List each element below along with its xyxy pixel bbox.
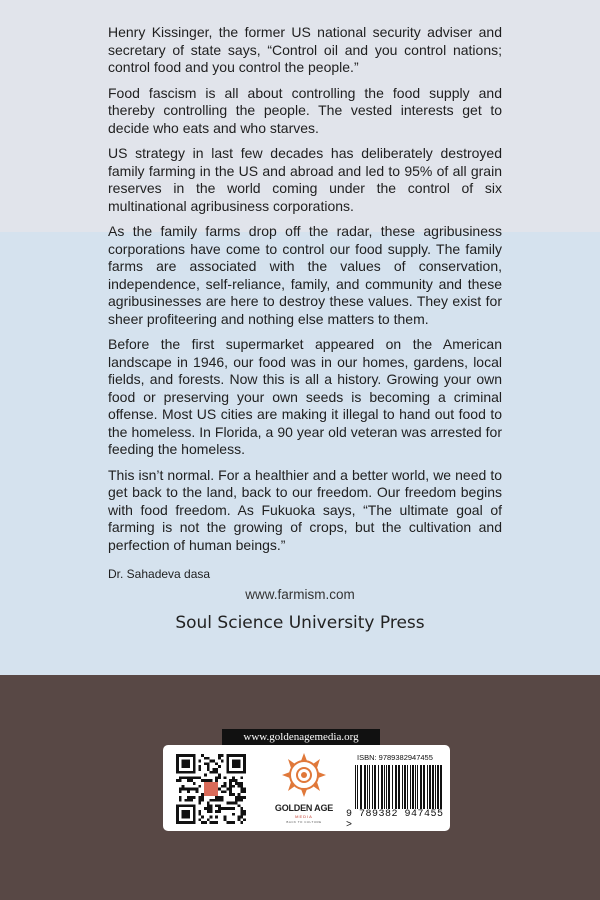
paragraph-us-strategy: US strategy in last few decades has deliberately destroyed family farming in the US and abroad and led to 95% of all grain reserves in the world coming under the control of six multinational agribusiness corporations. bbox=[108, 145, 502, 214]
publisher-name: Soul Science University Press bbox=[175, 613, 425, 633]
barcode-number: 9 789382 947455 > bbox=[346, 809, 444, 831]
author-name: Dr. Sahadeva dasa bbox=[108, 567, 211, 581]
golden-age-lotus-icon bbox=[271, 751, 337, 829]
paragraph-family-farms: As the family farms drop off the radar, these agribusiness corporations have come to control our food supply. The family farms are associated with the values of conservation, independence, self-reliance, family, and community and these agribusinesses are here to destroy these values. They exist for sheer profiteering and nothing else matters to them. bbox=[108, 223, 502, 327]
paragraph-kissinger: Henry Kissinger, the former US national security adviser and secretary of state says, “Control oil and you control nations; control food and you control the people.” bbox=[108, 24, 502, 75]
logo-title: GOLDEN AGE bbox=[274, 803, 334, 813]
goldenage-url-strip[interactable]: www.goldenagemedia.org bbox=[222, 729, 380, 745]
logo-tagline: BACK TO CULTURE bbox=[286, 820, 322, 824]
paragraph-supermarket: Before the first supermarket appeared on the American landscape in 1946, our food was in our homes, gardens, local fields, and forests. Now this is all a history. Growing your own food or preserving your own seeds is becoming a criminal offense. Most US cities are making it illegal to hand out food to the homeless. In Florida, a 90 year old veteran was arrested for feeding the homeless. bbox=[108, 336, 502, 457]
back-cover-text bbox=[108, 24, 502, 584]
barcode-panel bbox=[163, 745, 450, 831]
logo-subtitle: MEDIA bbox=[295, 814, 313, 819]
paragraph-food-fascism: Food fascism is all about controlling the food supply and thereby controlling the people. The vested interests get to decide who eats and who starves. bbox=[108, 84, 502, 136]
paragraph-freedom: This isn’t normal. For a healthier and a better world, we need to get back to the land, back to our freedom. Our freedom begins with food freedom. As Fukuoka says, “The ultimate goal of farming is not the growing of crops, but the cultivation and perfection of human beings.” bbox=[108, 466, 502, 553]
qr-code-icon[interactable] bbox=[176, 754, 246, 824]
barcode-icon bbox=[353, 765, 443, 813]
isbn-label: ISBN: 9789382947455 bbox=[357, 753, 433, 762]
website-link[interactable]: www.farmism.com bbox=[245, 587, 355, 602]
